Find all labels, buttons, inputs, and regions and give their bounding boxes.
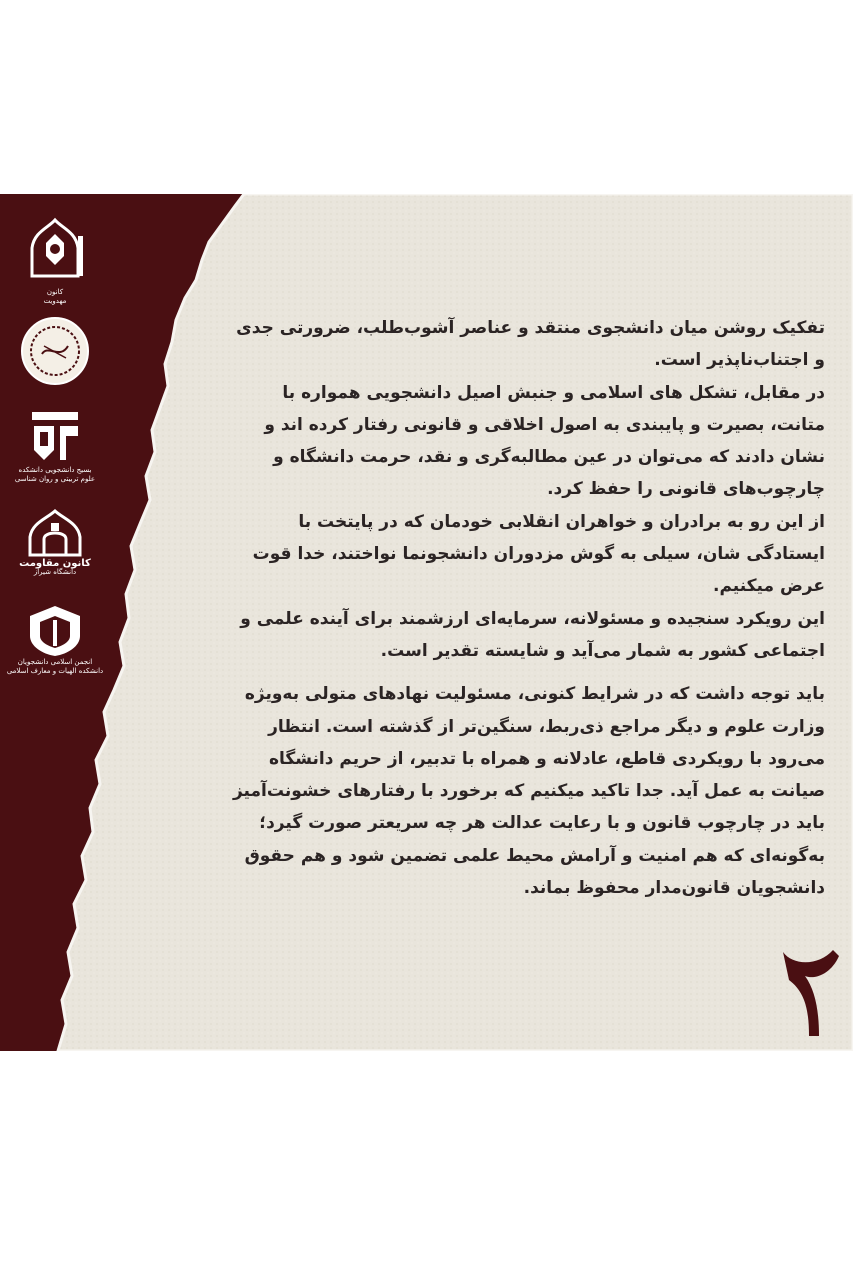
paragraph: تفکیک روشن میان دانشجوی منتقد و عناصر آشوب‌طلب، ضرورتی جدی و اجتناب‌ناپذیر است. <box>236 318 825 371</box>
logo-caption: مهدویت <box>43 297 67 305</box>
circular-calligraphy-seal-logo <box>15 316 95 386</box>
paragraph: در مقابل، تشکل های اسلامی و جنبش اصیل دانشجویی همواره با متانت، بصیرت و پایبندی به اصول اخلاقی و قانونی رفتار کرده اند و نشان دادند که می‌توان در عین مطالبه‌گری و نقد، حرمت دانشگاه و چارچوب‌های قانونی را حفظ کرد. <box>264 382 825 500</box>
page-number <box>775 940 845 1040</box>
kanoon-mahdaviat-logo <box>15 216 95 306</box>
logo-caption: کانون <box>46 288 64 296</box>
logo-caption: دانشگاه شیراز <box>33 568 77 576</box>
book-shield-icon <box>20 602 90 658</box>
dome-arch-icon <box>20 509 90 559</box>
basij-faculty-logo <box>15 406 95 484</box>
paragraph: از این رو به برادران و خواهران انقلابی خودمان که در پایتخت با ایستادگی شان، سیلی به گوش مزدوران دانشجونما نواختند، خدا قوت عرض میکنیم. <box>252 511 825 597</box>
post-card <box>0 194 853 1051</box>
paragraph: این رویکرد سنجیده و مسئولانه، سرمایه‌ای ارزشمند برای آینده علمی و اجتماعی کشور به شمار می‌آید و شایسته تقدیر است. <box>240 608 825 661</box>
logo-caption: کانون مقاومت <box>19 558 91 569</box>
statement-body <box>225 312 825 904</box>
logo-caption: دانشکده الهیات و معارف اسلامی <box>6 667 104 675</box>
logo-caption: علوم تربیتی و روان شناسی <box>14 475 96 483</box>
calligraphy-seal-icon <box>20 316 90 386</box>
islamic-association-logo <box>6 602 104 676</box>
logo-caption: انجمن اسلامی دانشجویان <box>17 658 93 666</box>
mosque-dome-icon <box>20 216 90 288</box>
sponsor-logo-column <box>0 194 110 1051</box>
paragraph: باید توجه داشت که در شرایط کنونی، مسئولیت نهادهای متولی به‌ویژه وزارت علوم و دیگر مراجع ذی‌ربط، سنگین‌تر از گذشته است. انتظار می‌رود با رویکردی قاطع، عادلانه و همراه با تدبیر، از حریم دانشگاه صیانت به عمل آید. جدا تاکید میکنیم که برخورد با رفتارهای خشونت‌آمیز باید در چارچوب قانون و با رعایت عدالت هر چه سریعتر صورت گیرد؛ به‌گونه‌ای که هم امنیت و آرامش محیط علمی تضمین شود و هم حقوق دانشجویان قانون‌مدار محفوظ بماند. <box>232 684 825 899</box>
logo-caption: بسیج دانشجویی دانشکده <box>18 466 92 474</box>
pen-emblem-icon <box>20 406 90 466</box>
kanoon-moghavemat-logo <box>15 509 95 577</box>
